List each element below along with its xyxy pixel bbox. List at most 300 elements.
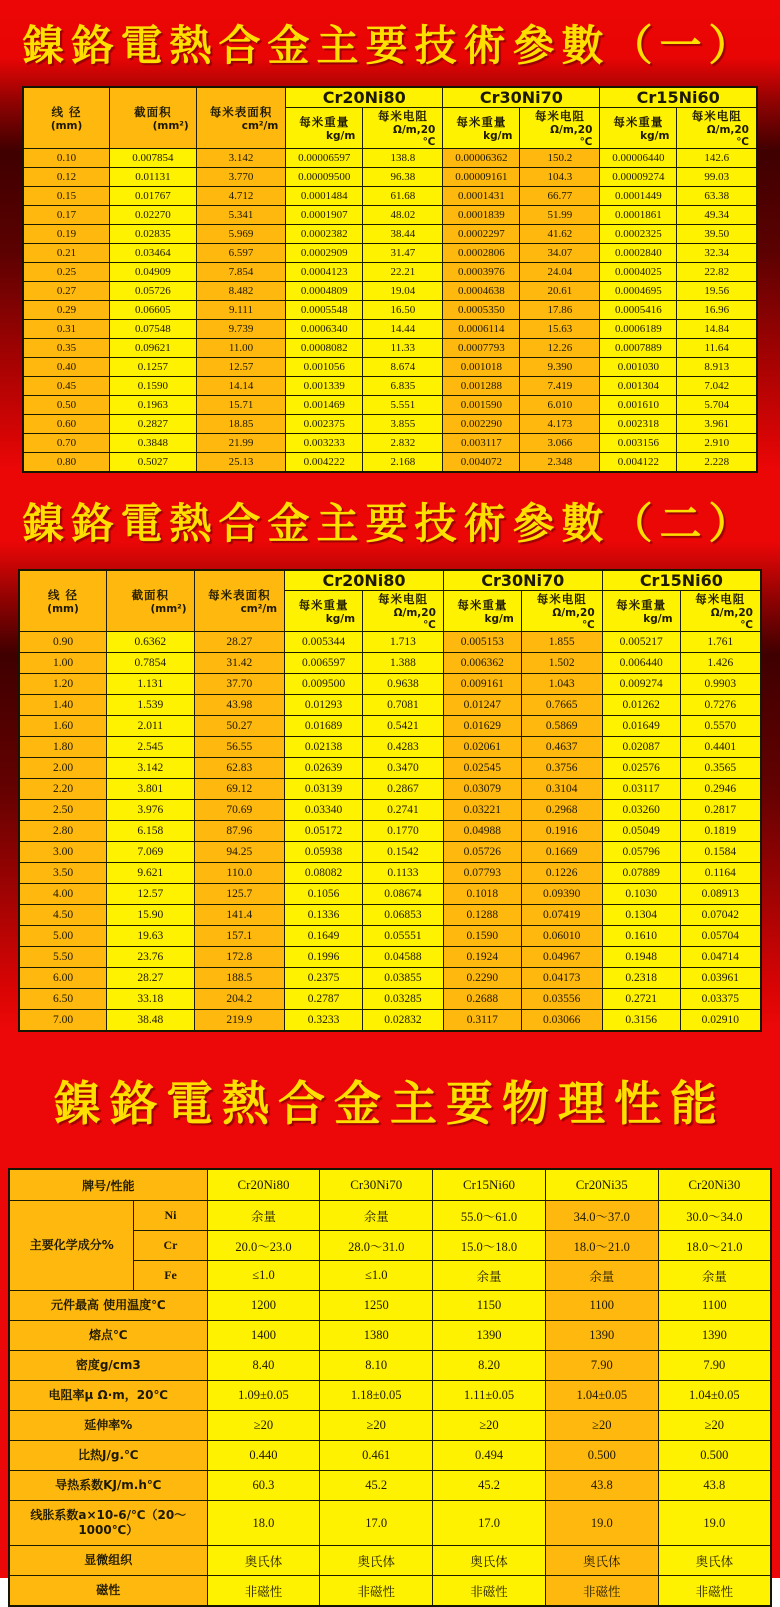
cell: 0.3848 — [110, 434, 197, 453]
property-label: 磁性 — [9, 1576, 207, 1607]
table-row — [19, 758, 761, 779]
cell: 15.0～18.0 — [433, 1231, 546, 1261]
cell: 0.04588 — [363, 947, 444, 968]
header-label: 每米电阻 — [695, 592, 746, 606]
cell: 0.01649 — [602, 716, 680, 737]
cell: 3.961 — [677, 415, 757, 434]
cell: 4.173 — [520, 415, 600, 434]
cell: 0.04714 — [680, 947, 761, 968]
cell: 1.04±0.05 — [545, 1381, 658, 1411]
col-diameter — [19, 570, 107, 632]
cell: 6.50 — [19, 989, 107, 1010]
cell: 1.539 — [107, 695, 195, 716]
title-physical-properties: 鎳鉻電熱合金主要物理性能 — [54, 1076, 726, 1132]
cell: 0.02087 — [602, 737, 680, 758]
cell: 34.07 — [520, 244, 600, 263]
table-row — [19, 653, 761, 674]
chem-element-label: Fe — [134, 1261, 207, 1291]
cell: 3.976 — [107, 800, 195, 821]
cell: 0.0002909 — [286, 244, 363, 263]
cell: 非磁性 — [320, 1576, 433, 1607]
cell: 2.910 — [677, 434, 757, 453]
header-row-brands — [9, 1169, 771, 1201]
cell: 非磁性 — [207, 1576, 320, 1607]
cell: 0.001288 — [443, 377, 520, 396]
table-row — [23, 244, 757, 263]
cell: 0.3565 — [680, 758, 761, 779]
col-weight-per-meter — [600, 108, 677, 149]
cell: 0.07889 — [602, 863, 680, 884]
cell: 0.02835 — [110, 225, 197, 244]
table-row — [23, 149, 757, 168]
cell: 2.80 — [19, 821, 107, 842]
cell: 7.854 — [196, 263, 286, 282]
cell: 0.1590 — [443, 926, 521, 947]
cell: 0.001030 — [600, 358, 677, 377]
cell: 0.0002297 — [443, 225, 520, 244]
cell: 7.00 — [19, 1010, 107, 1032]
cell: 0.02576 — [602, 758, 680, 779]
cell: 15.90 — [107, 905, 195, 926]
cell: 0.04909 — [110, 263, 197, 282]
cell: 0.07548 — [110, 320, 197, 339]
table-row — [19, 842, 761, 863]
corner-brand-performance: 牌号/性能 — [9, 1169, 207, 1201]
cell: 0.2741 — [363, 800, 444, 821]
cell: 1.11±0.05 — [433, 1381, 546, 1411]
cell: 0.002375 — [286, 415, 363, 434]
cell: 0.1590 — [110, 377, 197, 396]
cell: 0.0003976 — [443, 263, 520, 282]
cell: 14.84 — [677, 320, 757, 339]
table-row — [19, 905, 761, 926]
cell: 5.704 — [677, 396, 757, 415]
cell: 6.158 — [107, 821, 195, 842]
cell: 60.3 — [207, 1471, 320, 1501]
cell: 38.48 — [107, 1010, 195, 1032]
cell: 0.4401 — [680, 737, 761, 758]
cell: 0.002318 — [600, 415, 677, 434]
cell: 0.50 — [23, 396, 110, 415]
cell: 34.0～37.0 — [545, 1201, 658, 1231]
chem-section-label: 主要化学成分% — [9, 1201, 134, 1291]
cell: 0.1669 — [521, 842, 602, 863]
cell: 0.1133 — [363, 863, 444, 884]
cell: 0.009274 — [602, 674, 680, 695]
cell: 22.21 — [363, 263, 443, 282]
cell: 非磁性 — [658, 1576, 771, 1607]
cell: 0.1288 — [443, 905, 521, 926]
cell: 0.01689 — [285, 716, 363, 737]
property-row — [9, 1381, 771, 1411]
cell: 0.0006189 — [600, 320, 677, 339]
header-unit: Ω/m,20 — [710, 607, 753, 619]
cell: 0.80 — [23, 453, 110, 473]
cell: 2.20 — [19, 779, 107, 800]
cell: 0.007854 — [110, 149, 197, 168]
header-unit: kg/m — [325, 613, 356, 625]
col-resistance-per-meter — [520, 108, 600, 149]
cell: 0.0004025 — [600, 263, 677, 282]
header-unit: kg/m — [643, 613, 673, 625]
cell: 66.77 — [520, 187, 600, 206]
cell: 39.50 — [677, 225, 757, 244]
cell: 1100 — [545, 1291, 658, 1321]
header-unit: Ω/m,20 — [393, 124, 436, 136]
cell: 3.00 — [19, 842, 107, 863]
cell: 1.20 — [19, 674, 107, 695]
cell: 0.0002806 — [443, 244, 520, 263]
header-label: 每米电阻 — [377, 109, 428, 123]
cell: 0.05704 — [680, 926, 761, 947]
cell: 87.96 — [194, 821, 285, 842]
cell: 0.3156 — [602, 1010, 680, 1032]
cell: 0.500 — [658, 1441, 771, 1471]
header-unit: (mm²) — [150, 603, 187, 615]
cell: 0.1056 — [285, 884, 363, 905]
cell: 1.40 — [19, 695, 107, 716]
cell: 0.001339 — [286, 377, 363, 396]
cell: 31.47 — [363, 244, 443, 263]
cell: 43.8 — [545, 1471, 658, 1501]
table-row — [23, 282, 757, 301]
property-row — [9, 1471, 771, 1501]
cell: 0.27 — [23, 282, 110, 301]
cell: 219.9 — [194, 1010, 285, 1032]
header-unit: Ω/m,20 — [706, 124, 749, 136]
cell: 1390 — [433, 1321, 546, 1351]
cell: 0.03375 — [680, 989, 761, 1010]
cell: 125.7 — [194, 884, 285, 905]
header-unit: cm²/m — [240, 603, 278, 615]
chem-element-label: Cr — [134, 1231, 207, 1261]
cell: 32.34 — [677, 244, 757, 263]
cell: 0.04967 — [521, 947, 602, 968]
cell: 2.168 — [363, 453, 443, 473]
cell: 12.26 — [520, 339, 600, 358]
cell: 0.001590 — [443, 396, 520, 415]
header-unit: kg/m — [326, 130, 356, 142]
col-resistance-per-meter — [363, 108, 443, 149]
cell: 0.1996 — [285, 947, 363, 968]
cell: 0.02832 — [363, 1010, 444, 1032]
table-row — [23, 225, 757, 244]
header-unit: Ω/m,20 — [550, 124, 593, 136]
brand-header: Cr20Ni80 — [207, 1169, 320, 1201]
cell: 16.50 — [363, 301, 443, 320]
cell: 28.27 — [107, 968, 195, 989]
property-label: 延伸率% — [9, 1411, 207, 1441]
cell: 0.003117 — [443, 434, 520, 453]
cell: 5.00 — [19, 926, 107, 947]
header-unit: kg/m — [640, 130, 670, 142]
cell: 0.0004638 — [443, 282, 520, 301]
cell: 0.7276 — [680, 695, 761, 716]
cell: 0.001018 — [443, 358, 520, 377]
table-row — [19, 674, 761, 695]
cell: 0.2787 — [285, 989, 363, 1010]
cell: 157.1 — [194, 926, 285, 947]
cell: 0.0004809 — [286, 282, 363, 301]
cell: 62.83 — [194, 758, 285, 779]
cell: 0.0001484 — [286, 187, 363, 206]
cell: 4.50 — [19, 905, 107, 926]
cell: 0.03464 — [110, 244, 197, 263]
cell: 0.00006362 — [443, 149, 520, 168]
cell: 1390 — [545, 1321, 658, 1351]
cell: 0.4283 — [363, 737, 444, 758]
cell: 余量 — [433, 1261, 546, 1291]
cell: 2.011 — [107, 716, 195, 737]
cell: 0.004222 — [286, 453, 363, 473]
cell: 0.07419 — [521, 905, 602, 926]
cell: 0.0006340 — [286, 320, 363, 339]
cell: 0.0008082 — [286, 339, 363, 358]
header-label: 每米电阻 — [536, 592, 587, 606]
brand-header: Cr20Ni35 — [545, 1169, 658, 1201]
cell: 0.08674 — [363, 884, 444, 905]
table-row — [23, 339, 757, 358]
cell: 奥氏体 — [658, 1546, 771, 1576]
property-label: 密度g/cm3 — [9, 1351, 207, 1381]
cell: 142.6 — [677, 149, 757, 168]
cell: 0.05726 — [443, 842, 521, 863]
cell: 8.482 — [196, 282, 286, 301]
col-weight-per-meter — [602, 591, 680, 632]
table-row — [23, 263, 757, 282]
cell: 8.913 — [677, 358, 757, 377]
header-unit: (mm²) — [152, 120, 189, 132]
cell: 0.1916 — [521, 821, 602, 842]
cell: 0.29 — [23, 301, 110, 320]
cell: 0.6362 — [107, 632, 195, 653]
cell: 150.2 — [520, 149, 600, 168]
cell: 0.0007793 — [443, 339, 520, 358]
header-label: 每米表面积 — [209, 105, 273, 119]
chem-row — [9, 1201, 771, 1231]
col-weight-per-meter — [285, 591, 363, 632]
header-label: 每米重量 — [613, 115, 664, 129]
header-unit: kg/m — [484, 613, 514, 625]
cell: 19.04 — [363, 282, 443, 301]
cell: 48.02 — [363, 206, 443, 225]
cell: 51.99 — [520, 206, 600, 225]
table-row — [19, 989, 761, 1010]
cell: 0.0001449 — [600, 187, 677, 206]
cell: 1.713 — [363, 632, 444, 653]
cell: 19.56 — [677, 282, 757, 301]
physical-properties-table — [8, 1168, 772, 1607]
cell: 9.739 — [196, 320, 286, 339]
cell: 0.1948 — [602, 947, 680, 968]
cell: 1.855 — [521, 632, 602, 653]
chem-element-label: Ni — [134, 1201, 207, 1231]
cell: 204.2 — [194, 989, 285, 1010]
cell: 20.61 — [520, 282, 600, 301]
cell: 0.006362 — [443, 653, 521, 674]
cell: 0.2688 — [443, 989, 521, 1010]
property-label: 熔点℃ — [9, 1321, 207, 1351]
cell: 0.009500 — [285, 674, 363, 695]
property-row — [9, 1546, 771, 1576]
cell: 14.44 — [363, 320, 443, 339]
cell: 7.90 — [658, 1351, 771, 1381]
cell: 0.500 — [545, 1441, 658, 1471]
cell: 3.066 — [520, 434, 600, 453]
col-section — [110, 87, 197, 149]
cell: 49.34 — [677, 206, 757, 225]
table-row — [19, 968, 761, 989]
cell: 0.05938 — [285, 842, 363, 863]
cell: 0.2968 — [521, 800, 602, 821]
cell: 0.01293 — [285, 695, 363, 716]
cell: 0.02138 — [285, 737, 363, 758]
table-row — [23, 206, 757, 225]
header-label: 每米电阻 — [377, 592, 428, 606]
cell: 0.0005416 — [600, 301, 677, 320]
cell: 5.969 — [196, 225, 286, 244]
cell: 0.1018 — [443, 884, 521, 905]
property-row — [9, 1351, 771, 1381]
header-unit: (mm) — [50, 120, 83, 132]
cell: 0.003156 — [600, 434, 677, 453]
cell: 0.004122 — [600, 453, 677, 473]
property-row — [9, 1441, 771, 1471]
cell: 1100 — [658, 1291, 771, 1321]
header-unit: ℃ — [581, 619, 595, 631]
cell: 18.85 — [196, 415, 286, 434]
cell: 0.05049 — [602, 821, 680, 842]
cell: 43.8 — [658, 1471, 771, 1501]
cell: 0.3233 — [285, 1010, 363, 1032]
cell: 11.00 — [196, 339, 286, 358]
header-label: 每米重量 — [299, 115, 350, 129]
cell: 19.63 — [107, 926, 195, 947]
cell: 16.96 — [677, 301, 757, 320]
header-unit: ℃ — [579, 136, 593, 148]
cell: 45.2 — [433, 1471, 546, 1501]
cell: 1.131 — [107, 674, 195, 695]
cell: 0.03961 — [680, 968, 761, 989]
cell: 0.03556 — [521, 989, 602, 1010]
cell: 8.10 — [320, 1351, 433, 1381]
cell: 141.4 — [194, 905, 285, 926]
cell: 172.8 — [194, 947, 285, 968]
cell: 0.002290 — [443, 415, 520, 434]
cell: 63.38 — [677, 187, 757, 206]
cell: 2.228 — [677, 453, 757, 473]
cell: 99.03 — [677, 168, 757, 187]
cell: 6.010 — [520, 396, 600, 415]
col-weight-per-meter — [443, 591, 521, 632]
cell: 1.18±0.05 — [320, 1381, 433, 1411]
cell: 1400 — [207, 1321, 320, 1351]
cell: 1.09±0.05 — [207, 1381, 320, 1411]
cell: 0.1610 — [602, 926, 680, 947]
cell: 11.33 — [363, 339, 443, 358]
header-label: 每米重量 — [298, 598, 349, 612]
cell: 7.042 — [677, 377, 757, 396]
cell: 0.1819 — [680, 821, 761, 842]
cell: 110.0 — [194, 863, 285, 884]
cell: 0.1336 — [285, 905, 363, 926]
cell: 0.9903 — [680, 674, 761, 695]
alloy-group-header: Cr30Ni70 — [443, 87, 600, 108]
cell: 0.0002382 — [286, 225, 363, 244]
cell: 0.1584 — [680, 842, 761, 863]
header-label: 每米表面积 — [208, 588, 271, 602]
cell: 0.19 — [23, 225, 110, 244]
cell: 0.461 — [320, 1441, 433, 1471]
cell: 0.0005548 — [286, 301, 363, 320]
cell: 0.03139 — [285, 779, 363, 800]
cell: 7.419 — [520, 377, 600, 396]
cell: 19.0 — [545, 1501, 658, 1546]
cell: 0.1924 — [443, 947, 521, 968]
cell: 18.0～21.0 — [545, 1231, 658, 1261]
title-tech-params-1: 鎳鉻電熱合金主要技術參數（一） — [22, 21, 758, 70]
cell: 0.0001907 — [286, 206, 363, 225]
cell: 33.18 — [107, 989, 195, 1010]
cell: 0.05551 — [363, 926, 444, 947]
cell: 0.9638 — [363, 674, 444, 695]
cell: 8.674 — [363, 358, 443, 377]
cell: 45.2 — [320, 1471, 433, 1501]
cell: 5.341 — [196, 206, 286, 225]
cell: 1.00 — [19, 653, 107, 674]
cell: 0.0006114 — [443, 320, 520, 339]
cell: 0.25 — [23, 263, 110, 282]
cell: 0.02061 — [443, 737, 521, 758]
cell: 奥氏体 — [207, 1546, 320, 1576]
table-row — [19, 800, 761, 821]
cell: 0.1304 — [602, 905, 680, 926]
cell: 0.006440 — [602, 653, 680, 674]
cell: 3.142 — [107, 758, 195, 779]
cell: ≤1.0 — [320, 1261, 433, 1291]
cell: 38.44 — [363, 225, 443, 244]
cell: 0.005217 — [602, 632, 680, 653]
cell: 0.0002840 — [600, 244, 677, 263]
cell: 12.57 — [196, 358, 286, 377]
col-section — [107, 570, 195, 632]
cell: 0.0001861 — [600, 206, 677, 225]
cell: 37.70 — [194, 674, 285, 695]
table-row — [19, 863, 761, 884]
header-unit: ℃ — [736, 136, 749, 148]
cell: 0.006597 — [285, 653, 363, 674]
cell: 0.003233 — [286, 434, 363, 453]
cell: 0.001469 — [286, 396, 363, 415]
property-label: 线胀系数a×10-6/℃（20～1000℃） — [9, 1501, 207, 1546]
cell: 0.001056 — [286, 358, 363, 377]
cell: 9.621 — [107, 863, 195, 884]
property-row — [9, 1291, 771, 1321]
cell: 0.7665 — [521, 695, 602, 716]
cell: ≥20 — [545, 1411, 658, 1441]
tech-params-table-2 — [18, 569, 762, 1032]
cell: 0.31 — [23, 320, 110, 339]
header-label: 每米电阻 — [691, 109, 742, 123]
cell: 0.004072 — [443, 453, 520, 473]
property-row — [9, 1501, 771, 1546]
brand-header: Cr15Ni60 — [433, 1169, 546, 1201]
cell: 0.001304 — [600, 377, 677, 396]
cell: 0.5570 — [680, 716, 761, 737]
cell: 0.00009161 — [443, 168, 520, 187]
cell: 96.38 — [363, 168, 443, 187]
table-row — [19, 821, 761, 842]
